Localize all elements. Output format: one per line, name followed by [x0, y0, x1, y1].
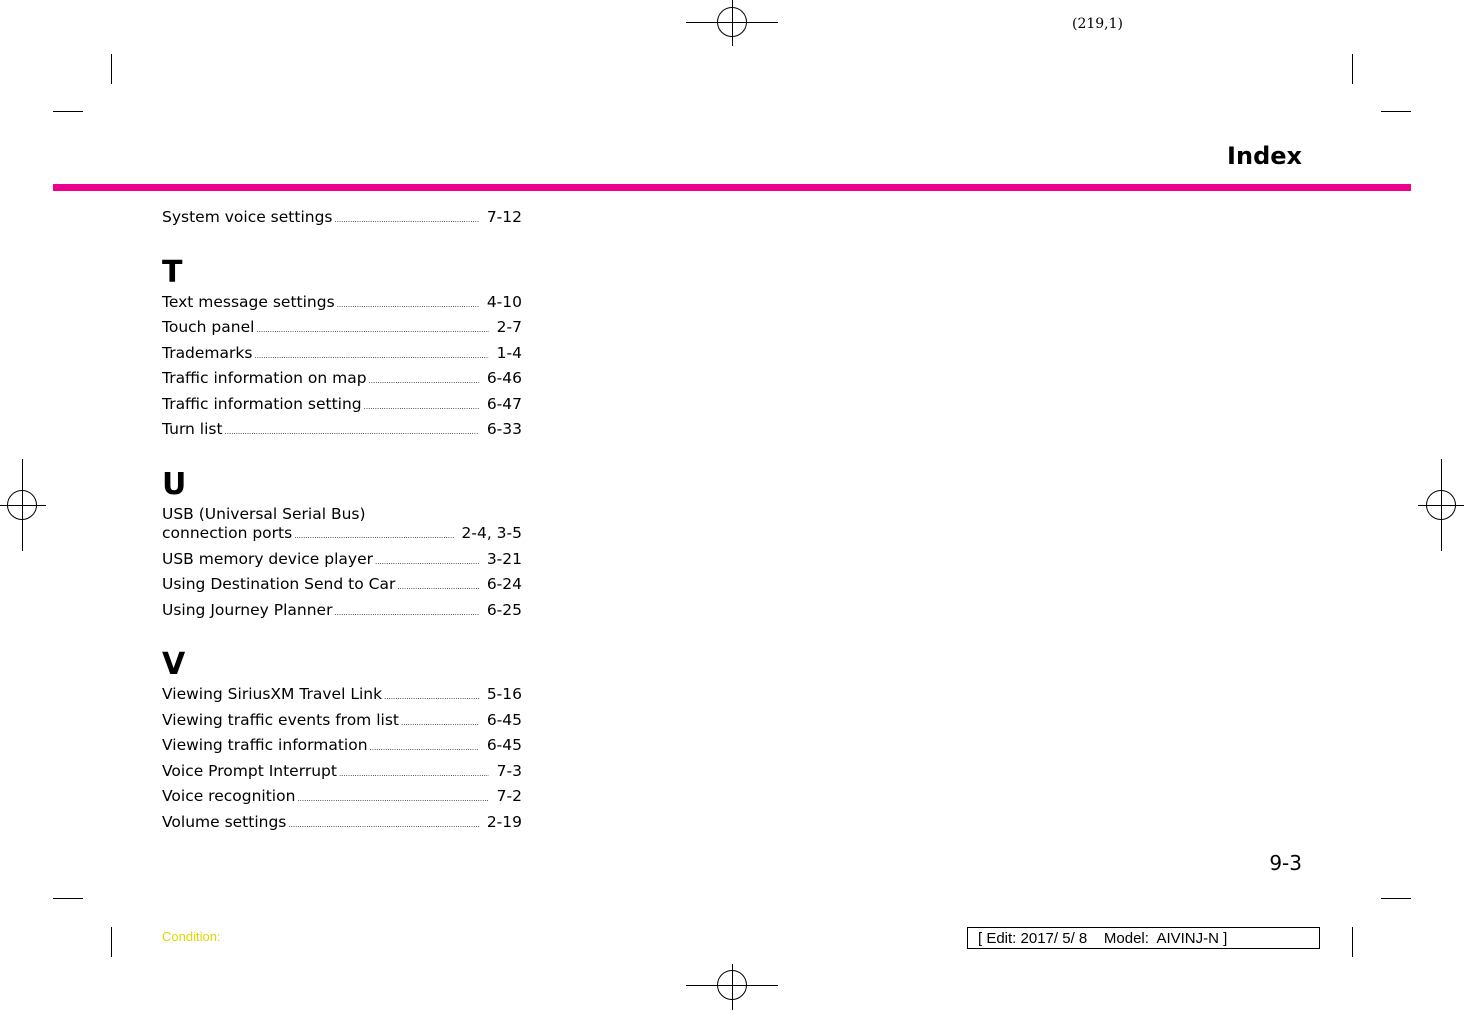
index-term: Viewing traffic information — [162, 736, 368, 754]
index-entry — [162, 342, 522, 368]
index-page-ref: 3-21 — [486, 549, 522, 568]
index-term: Text message settings — [162, 292, 335, 311]
dot-leader — [370, 737, 479, 760]
index-entry — [162, 393, 522, 419]
registration-mark-bottom-icon — [717, 970, 747, 1000]
index-page-ref: 6-45 — [486, 710, 522, 729]
index-term: Touch panel — [162, 318, 255, 336]
index-term: Voice Prompt Interrupt — [162, 761, 337, 780]
index-entry — [162, 291, 522, 317]
index-page-ref: 2-19 — [486, 812, 522, 831]
page-number: 9-3 — [1269, 851, 1302, 875]
section-letter-v: V — [162, 647, 186, 682]
index-entry — [162, 548, 522, 574]
dot-leader — [384, 686, 479, 709]
registration-mark-left-icon — [7, 490, 37, 520]
index-page-ref: 6-25 — [486, 600, 522, 619]
index-entry — [162, 811, 522, 837]
dot-leader — [364, 396, 479, 419]
dot-leader — [294, 525, 453, 548]
index-entry — [162, 316, 522, 342]
index-page-ref: 4-10 — [486, 292, 522, 311]
header-accent-bar — [53, 184, 1411, 191]
index-page-ref: 5-16 — [486, 685, 522, 703]
index-entry — [162, 734, 522, 760]
index-column — [162, 206, 522, 836]
section-letter-t: T — [162, 254, 183, 290]
dot-leader — [334, 602, 478, 625]
index-term: USB (Universal Serial Bus) — [162, 504, 366, 523]
index-term: USB memory device player — [162, 549, 373, 568]
index-term: Voice recognition — [162, 787, 296, 805]
index-term: Volume settings — [162, 812, 287, 831]
index-page-ref: 6-45 — [486, 736, 522, 754]
dot-leader — [335, 209, 479, 232]
index-entry — [162, 683, 522, 709]
index-page-ref: 6-46 — [486, 369, 522, 387]
index-entry — [162, 599, 522, 625]
index-page-ref: 2-7 — [496, 318, 522, 336]
index-page-ref: 6-47 — [486, 394, 522, 413]
index-term: Using Destination Send to Car — [162, 575, 396, 593]
index-term: Traffic information on map — [162, 369, 367, 387]
index-page-ref: 7-12 — [486, 208, 522, 226]
dot-leader — [225, 421, 479, 444]
edit-info-box: [ Edit: 2017/ 5/ 8 Model: AIVINJ-N ] — [967, 927, 1320, 949]
index-page-ref: 6-33 — [486, 420, 522, 438]
dot-leader — [297, 788, 488, 811]
index-entry — [162, 367, 522, 393]
dot-leader — [397, 576, 478, 599]
index-entry — [162, 206, 522, 232]
registration-mark-top-icon — [717, 7, 747, 37]
index-entry — [162, 760, 522, 786]
index-page-ref: 7-3 — [496, 761, 522, 780]
dot-leader — [337, 294, 479, 317]
index-term: System voice settings — [162, 208, 333, 226]
dot-leader — [369, 370, 479, 393]
index-term: Traffic information setting — [162, 394, 362, 413]
index-term: Viewing traffic events from list — [162, 710, 399, 729]
dot-leader — [254, 345, 488, 368]
index-term: Viewing SiriusXM Travel Link — [162, 685, 383, 703]
index-entry — [162, 709, 522, 735]
dot-leader — [256, 319, 488, 342]
index-page-ref: 7-2 — [496, 787, 522, 805]
index-page-ref: 2-4, 3-5 — [461, 524, 522, 542]
dot-leader — [375, 551, 479, 574]
page-title: Index — [1227, 142, 1302, 170]
index-page-ref: 6-24 — [486, 575, 522, 593]
index-term: connection ports — [162, 524, 293, 542]
section-letter-u: U — [162, 466, 187, 502]
page-code: (219,1) — [1072, 16, 1124, 32]
index-entry — [162, 785, 522, 811]
registration-mark-right-icon — [1426, 490, 1456, 520]
index-entry — [162, 573, 522, 599]
index-page-ref: 1-4 — [496, 343, 522, 362]
index-entry — [162, 418, 522, 444]
dot-leader — [339, 763, 489, 786]
dot-leader — [401, 712, 479, 735]
dot-leader — [288, 814, 478, 837]
index-term: Using Journey Planner — [162, 600, 333, 619]
index-term: Trademarks — [162, 343, 253, 362]
index-entry — [162, 522, 522, 548]
condition-label: Condition: — [162, 929, 221, 944]
index-term: Turn list — [162, 420, 223, 438]
